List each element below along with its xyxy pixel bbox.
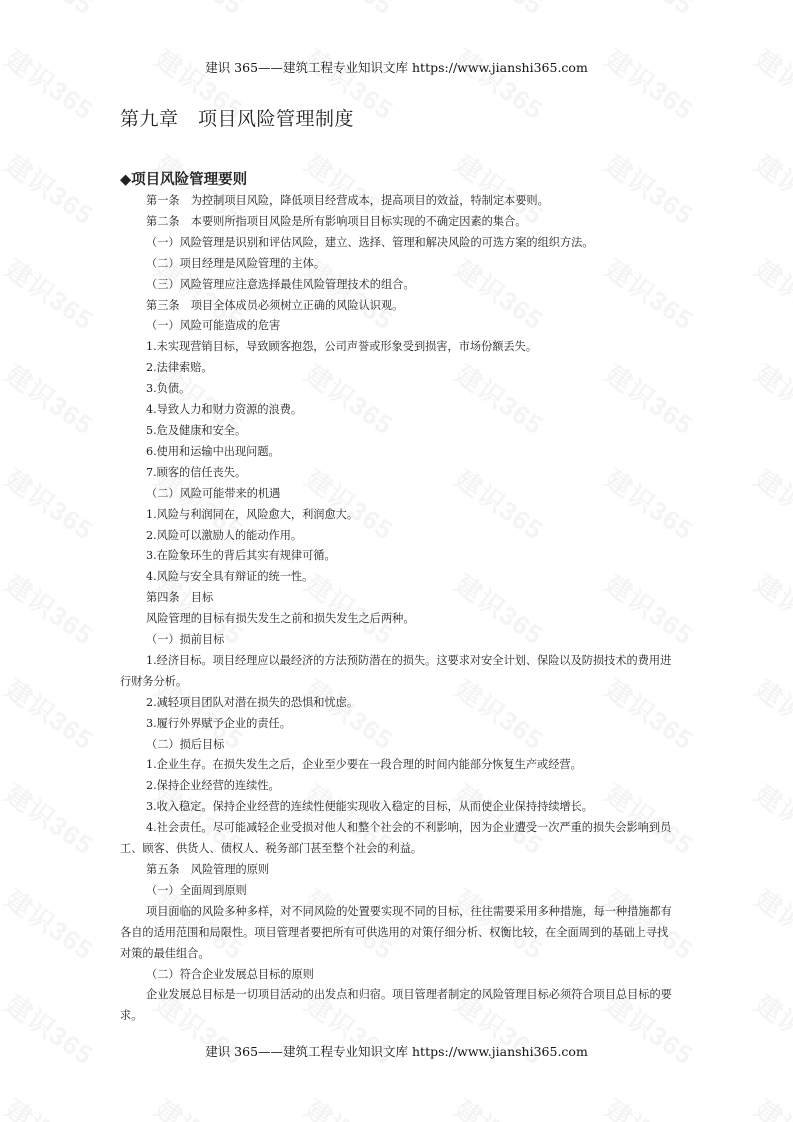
paragraph: 风险管理的目标有损失发生之前和损失发生之后两种。 bbox=[146, 612, 415, 626]
watermark-text bbox=[598, 1090, 701, 1122]
paragraph: 6.使用和运输中出现问题。 bbox=[146, 444, 280, 458]
watermark-text bbox=[448, 0, 551, 22]
watermark-text bbox=[748, 775, 793, 863]
paragraph: （一）全面周到原则 bbox=[146, 883, 247, 897]
watermark-text bbox=[148, 1090, 251, 1122]
paragraph: 3.履行外界赋予企业的责任。 bbox=[146, 716, 291, 730]
paragraph-list bbox=[120, 191, 676, 1027]
paragraph: 2.法律索赔。 bbox=[146, 361, 213, 375]
section-title: ◆项目风险管理要则 bbox=[120, 171, 248, 188]
paragraph: 第三条 项目全体成员必须树立正确的风险认识观。 bbox=[146, 298, 404, 312]
watermark-text bbox=[0, 670, 102, 758]
watermark-text bbox=[0, 880, 102, 968]
paragraph: 第二条 本要则所指项目风险是所有影响项目目标实现的不确定因素的集合。 bbox=[146, 214, 527, 228]
paragraph: 1.未实现营销目标，导致顾客抱怨，公司声誉或形象受到损害，市场份额丢失。 bbox=[146, 340, 538, 354]
paragraph: 4.社会责任。尽可能减轻企业受损对他人和整个社会的不利影响，因为企业遭受一次严重的损失会影响到员工、顾客、供货人、债权人、税务部门甚至整个社会的利益。 bbox=[120, 821, 672, 856]
watermark-text bbox=[748, 670, 793, 758]
paragraph: （三）风险管理应注意选择最佳风险管理技术的组合。 bbox=[146, 277, 415, 291]
watermark-text bbox=[748, 145, 793, 233]
watermark-text bbox=[748, 565, 793, 653]
paragraph: 7.顾客的信任丧失。 bbox=[146, 465, 247, 479]
paragraph: 4.风险与安全具有辩证的统一性。 bbox=[146, 570, 314, 584]
watermark-text bbox=[298, 1090, 401, 1122]
watermark-text bbox=[598, 0, 701, 22]
watermark-text bbox=[0, 775, 102, 863]
paragraph: 3.在险象环生的背后其实有规律可循。 bbox=[146, 549, 336, 563]
page-footer: 建识 365——建筑工程专业知识文库 https://www.jianshi365.com bbox=[205, 1044, 588, 1059]
watermark-text bbox=[448, 1090, 551, 1122]
paragraph: 1.风险与利润同在，风险愈大，利润愈大。 bbox=[146, 507, 359, 521]
paragraph: （一）风险可能造成的危害 bbox=[146, 319, 281, 333]
watermark-text bbox=[748, 355, 793, 443]
paragraph: （一）风险管理是识别和评估风险，建立、选择、管理和解决风险的可选方案的组织方法。 bbox=[146, 235, 594, 249]
watermark-text bbox=[748, 460, 793, 548]
watermark-text bbox=[0, 460, 102, 548]
paragraph: 5.危及健康和安全。 bbox=[146, 423, 247, 437]
paragraph: 4.导致人力和财力资源的浪费。 bbox=[146, 403, 303, 417]
watermark-text bbox=[748, 880, 793, 968]
document-body bbox=[120, 100, 676, 1027]
watermark-text bbox=[0, 565, 102, 653]
paragraph: （二）风险可能带来的机遇 bbox=[146, 486, 281, 500]
watermark-text bbox=[148, 0, 251, 22]
paragraph: 项目面临的风险多种多样，对不同风险的处置要实现不同的目标，往往需要采用多种措施，每一种措施都有各自的适用范围和局限性。项目管理者要把所有可供选用的对策仔细分析、权衡比较，在全面周到的基础上寻找对策的最佳组合。 bbox=[120, 904, 672, 960]
paragraph: （二）损后目标 bbox=[146, 737, 225, 751]
paragraph: 3.负债。 bbox=[146, 382, 191, 396]
watermark-text bbox=[0, 1090, 102, 1122]
watermark-text bbox=[0, 40, 102, 128]
watermark-text bbox=[748, 1090, 793, 1122]
paragraph: （二）符合企业发展总目标的原则 bbox=[146, 967, 314, 981]
paragraph: 3.收入稳定。保持企业经营的连续性便能实现收入稳定的目标，从而使企业保持持续增长。 bbox=[146, 800, 593, 814]
paragraph: （二）项目经理是风险管理的主体。 bbox=[146, 256, 326, 270]
watermark-text bbox=[0, 250, 102, 338]
watermark-text bbox=[0, 145, 102, 233]
watermark-text bbox=[748, 0, 793, 22]
paragraph: 第一条 为控制项目风险，降低项目经营成本，提高项目的效益，特制定本要则。 bbox=[146, 194, 549, 207]
paragraph: 2.减轻项目团队对潜在损失的恐惧和忧虑。 bbox=[146, 695, 359, 709]
paragraph: 第四条 目标 bbox=[146, 591, 214, 605]
watermark-text bbox=[748, 250, 793, 338]
watermark-text bbox=[298, 0, 401, 22]
paragraph: 企业发展总目标是一切项目活动的出发点和归宿。项目管理者制定的风险管理目标必须符合项目总目标的要求。 bbox=[120, 988, 672, 1023]
paragraph: 2.保持企业经营的连续性。 bbox=[146, 779, 280, 793]
paragraph: 1.企业生存。在损失发生之后，企业至少要在一段合理的时间内能部分恢复生产或经营。 bbox=[146, 758, 582, 772]
paragraph: （一）损前目标 bbox=[146, 633, 225, 647]
paragraph: 2.风险可以激励人的能动作用。 bbox=[146, 528, 303, 542]
chapter-title: 第九章 项目风险管理制度 bbox=[120, 108, 355, 130]
watermark-text bbox=[748, 40, 793, 128]
paragraph: 第五条 风险管理的原则 bbox=[146, 863, 270, 876]
watermark-text bbox=[0, 0, 102, 22]
watermark-text bbox=[0, 355, 102, 443]
paragraph: 1.经济目标。项目经理应以最经济的方法预防潜在的损失。这要求对安全计划、保险以及防损技术的费用进行财务分析。 bbox=[120, 653, 672, 688]
page-header: 建识 365——建筑工程专业知识文库 https://www.jianshi365.com bbox=[205, 60, 588, 75]
